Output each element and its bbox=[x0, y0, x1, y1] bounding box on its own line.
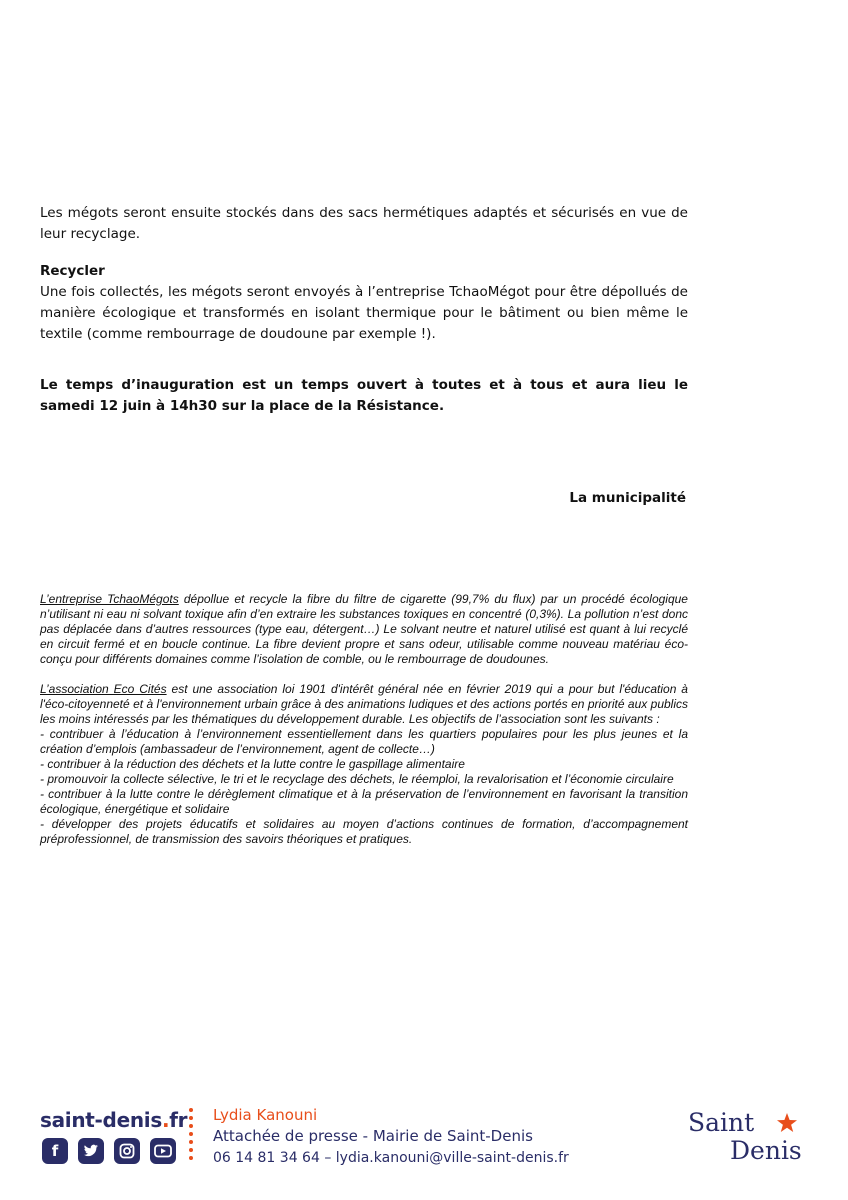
signature: La municipalité bbox=[569, 490, 686, 506]
contact-details[interactable]: 06 14 81 34 64 – lydia.kanouni@ville-saint-denis.fr bbox=[213, 1150, 569, 1166]
objective-item: - contribuer à l’éducation à l’environnement essentiellement dans les quartiers populaires pour les plus jeunes et la création d’emplois (ambassadeur de l’environnement, agent de collecte…) bbox=[40, 727, 688, 756]
notes-section bbox=[40, 592, 688, 847]
youtube-icon[interactable] bbox=[150, 1138, 176, 1164]
ecocites-link[interactable]: L’association Eco Cités bbox=[40, 682, 167, 696]
ecocites-text: est une association loi 1901 d'intérêt général née en février 2019 qui a pour but l'éducation à l'éco-citoyenneté et à l'environnement urbain grâce à des animations ludiques et des actions portés en priorité aux publics les moins intéressés par les thématiques du développement durable. Les objectifs de l’association sont les suivants : bbox=[40, 682, 688, 726]
section-recycler bbox=[40, 261, 688, 345]
logo-line2: Denis bbox=[730, 1136, 802, 1165]
social-links bbox=[42, 1138, 176, 1164]
objective-item: - contribuer à la réduction des déchets et la lutte contre le gaspillage alimentaire bbox=[40, 757, 465, 771]
recycler-text: Une fois collectés, les mégots seront envoyés à l’entreprise TchaoMégot pour être dépollués de manière écologique et transformés en isolant thermique pour le bâtiment ou bien même le textile (comme rembourrage de doudoune par exemple !). bbox=[40, 284, 688, 342]
site-url[interactable]: saint-denis.fr bbox=[40, 1108, 188, 1132]
tchaomegots-link[interactable]: L’entreprise TchaoMégots bbox=[40, 592, 179, 606]
press-contact bbox=[213, 1105, 569, 1169]
note-ecocites bbox=[40, 682, 688, 847]
instagram-icon[interactable] bbox=[114, 1138, 140, 1164]
recycler-heading: Recycler bbox=[40, 263, 105, 279]
inauguration-announcement: Le temps d’inauguration est un temps ouvert à toutes et à tous et aura lieu le samedi 12 juin à 14h30 sur la place de la Résistance. bbox=[40, 377, 688, 414]
tchaomegots-text: dépollue et recycle la fibre du filtre de cigarette (99,7% du flux) par un procédé écologique n’utilisant ni eau ni solvant toxique afin d’en extraire les substances toxiques en concentré (0,3%). La pollution n’est donc pas déplacée dans d’autres ressources (type eau, détergent…) Le solvant neutre et naturel utilisé est quant à lui recyclé en circuit fermé et en boucle continue. La fibre devient propre et sans odeur, utilisable comme nouveau matériau éco-conçu pour différents domaines comme l’isolation de comble, ou le rembourrage de doudounes. bbox=[40, 592, 688, 666]
contact-role: Attachée de presse - Mairie de Saint-Denis bbox=[213, 1127, 533, 1145]
star-icon bbox=[776, 1112, 798, 1134]
objective-item: - développer des projets éducatifs et solidaires au moyen d’actions continues de formation, d’accompagnement préprofessionnel, de transmission des savoirs théoriques et pratiques. bbox=[40, 817, 688, 846]
contact-name: Lydia Kanouni bbox=[213, 1106, 318, 1124]
paragraph-storage: Les mégots seront ensuite stockés dans des sacs hermétiques adaptés et sécurisés en vue de leur recyclage. bbox=[40, 205, 688, 242]
footer bbox=[0, 1100, 848, 1200]
objective-item: - promouvoir la collecte sélective, le tri et le recyclage des déchets, le réemploi, la revalorisation et l’économie circulaire bbox=[40, 772, 674, 786]
dotted-divider bbox=[189, 1108, 193, 1164]
facebook-icon[interactable]: f bbox=[42, 1138, 68, 1164]
note-tchaomegots bbox=[40, 592, 688, 667]
saint-denis-logo bbox=[688, 1108, 818, 1168]
logo-line1: Saint bbox=[688, 1108, 755, 1137]
twitter-icon[interactable] bbox=[78, 1138, 104, 1164]
objective-item: - contribuer à la lutte contre le dérèglement climatique et à la préservation de l’environnement en favorisant la transition écologique, énergétique et solidaire bbox=[40, 787, 688, 816]
